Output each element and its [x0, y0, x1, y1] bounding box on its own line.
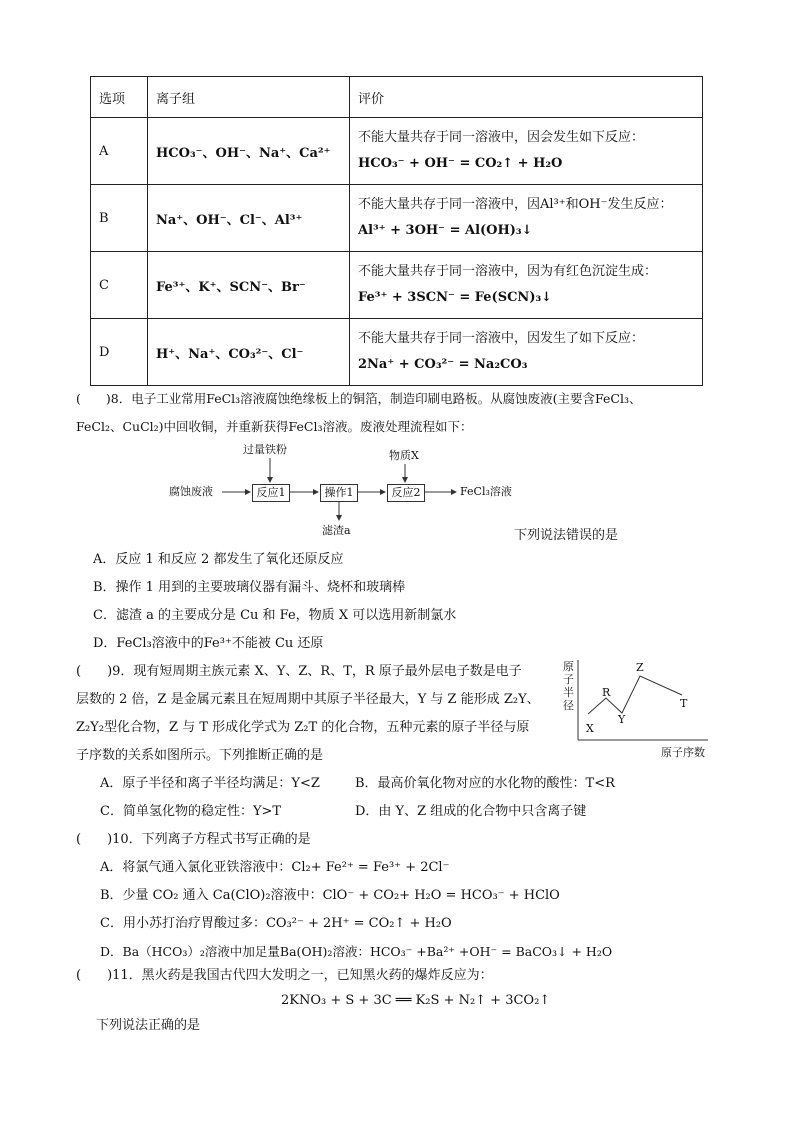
- flow-reagent2-label: 物质X: [389, 449, 419, 462]
- header-option: 选项: [91, 77, 148, 118]
- evaluation-equation: HCO₃⁻ + OH⁻ = CO₂↑ + H₂O: [358, 156, 563, 171]
- q11-prompt: 下列说法正确的是: [96, 1018, 201, 1033]
- evaluation-text: 不能大量共存于同一溶液中，因会发生如下反应：: [358, 130, 645, 145]
- ion-group: Fe³⁺、K⁺、SCN⁻、Br⁻: [148, 252, 350, 319]
- q9-option-b: B．最高价氧化物对应的水化物的酸性：T<R: [355, 776, 615, 791]
- flow-box-operation1: 操作1: [320, 484, 358, 502]
- q8-option-d: D．FeCl₃溶液中的Fe³⁺不能被 Cu 还原: [93, 636, 324, 651]
- y-label-char: 原: [563, 660, 574, 673]
- q10-option-c: C．用小苏打治疗胃酸过多：CO₃²⁻ + 2H⁺ = CO₂↑ + H₂O: [100, 916, 452, 931]
- q8-option-a: A．反应 1 和反应 2 都发生了氧化还原反应: [93, 552, 344, 567]
- header-evaluation: 评价: [350, 77, 703, 118]
- q9-stem-line3: Z₂Y₂型化合物，Z 与 T 形成化学式为 Z₂T 的化合物，五种元素的原子半径与原: [76, 720, 530, 735]
- flow-residue-label: 滤渣a: [322, 524, 351, 537]
- q9-stem-line1: ( )9．现有短周期主族元素 X、Y、Z、R、T，R 原子最外层电子数是电子: [76, 664, 522, 679]
- ion-group: Na⁺、OH⁻、Cl⁻、Al³⁺: [148, 185, 350, 252]
- q9-option-c: C．简单氢化物的稳定性：Y>T: [100, 804, 282, 819]
- point-z-label: Z: [636, 661, 644, 674]
- y-label-char: 子: [563, 673, 574, 686]
- q11-equation: 2KNO₃ + S + 3C ══ K₂S + N₂↑ + 3CO₂↑: [281, 993, 551, 1008]
- q10-option-d: D．Ba（HCO₃）₂溶液中加足量Ba(OH)₂溶液：HCO₃⁻ +Ba²⁺ +OH⁻ = BaCO₃↓ + H₂O: [100, 944, 613, 959]
- evaluation-text: 不能大量共存于同一溶液中，因发生了如下反应：: [358, 331, 645, 346]
- point-x-label: X: [586, 722, 594, 735]
- y-label-char: 径: [563, 699, 574, 712]
- q8-stem-line1: ( )8．电子工业常用FeCl₃溶液腐蚀绝缘板上的铜箔，制造印刷电路板。从腐蚀废液(主要含FeCl₃、: [76, 391, 642, 406]
- flow-box-reaction2: 反应2: [387, 484, 425, 502]
- q9-option-d: D．由 Y、Z 组成的化合物中只含离子键: [355, 804, 587, 819]
- option-letter: C: [91, 252, 148, 319]
- ion-group: HCO₃⁻、OH⁻、Na⁺、Ca²⁺: [148, 118, 350, 185]
- q10-option-b: B．少量 CO₂ 通入 Ca(ClO)₂溶液中：ClO⁻ + CO₂+ H₂O = HCO₃⁻ + HClO: [100, 888, 560, 903]
- option-letter: B: [91, 185, 148, 252]
- q8-stem-line2: FeCl₂、CuCl₂)中回收铜，并重新获得FeCl₃溶液。废液处理流程如下：: [76, 419, 473, 434]
- q8-prompt: 下列说法错误的是: [514, 528, 619, 543]
- q10-stem: ( )10．下列离子方程式书写正确的是: [76, 832, 311, 847]
- option-letter: D: [91, 319, 148, 386]
- q9-stem-line4: 子序数的关系如图所示。下列推断正确的是: [76, 748, 324, 763]
- q11-stem: ( )11．黑火药是我国古代四大发明之一，已知黑火药的爆炸反应为：: [76, 968, 493, 983]
- q9-stem-line2: 层数的 2 倍，Z 是金属元素且在短周期中其原子半径最大，Y 与 Z 能形成 Z₂Y、: [76, 692, 540, 707]
- evaluation-text: 不能大量共存于同一溶液中，因Al³⁺和OH⁻发生反应：: [358, 197, 673, 212]
- point-t-label: T: [680, 697, 688, 710]
- flow-box-reaction1: 反应1: [252, 484, 290, 502]
- graph-x-axis-label: 原子序数: [661, 746, 705, 759]
- header-ions: 离子组: [148, 77, 350, 118]
- q8-option-c: C．滤渣 a 的主要成分是 Cu 和 Fe，物质 X 可以选用新制氯水: [93, 608, 457, 623]
- q9-option-a: A．原子半径和离子半径均满足：Y<Z: [100, 776, 320, 791]
- q8-option-b: B．操作 1 用到的主要玻璃仪器有漏斗、烧杯和玻璃棒: [93, 580, 406, 595]
- ion-group: H⁺、Na⁺、CO₃²⁻、Cl⁻: [148, 319, 350, 386]
- evaluation-equation: 2Na⁺ + CO₃²⁻ = Na₂CO₃: [358, 357, 528, 372]
- evaluation-equation: Fe³⁺ + 3SCN⁻ = Fe(SCN)₃↓: [358, 290, 553, 305]
- option-letter: A: [91, 118, 148, 185]
- point-y-label: Y: [618, 713, 626, 726]
- flow-reagent1-label: 过量铁粉: [243, 443, 287, 456]
- flow-start-label: 腐蚀废液: [169, 485, 213, 498]
- y-label-char: 半: [563, 686, 574, 699]
- q10-option-a: A．将氯气通入氯化亚铁溶液中：Cl₂+ Fe²⁺ = Fe³⁺ + 2Cl⁻: [100, 860, 450, 875]
- evaluation-text: 不能大量共存于同一溶液中，因为有红色沉淀生成：: [358, 264, 658, 279]
- point-r-label: R: [602, 686, 611, 699]
- evaluation-equation: Al³⁺ + 3OH⁻ = Al(OH)₃↓: [358, 223, 533, 238]
- flow-end-label: FeCl₃溶液: [460, 485, 512, 498]
